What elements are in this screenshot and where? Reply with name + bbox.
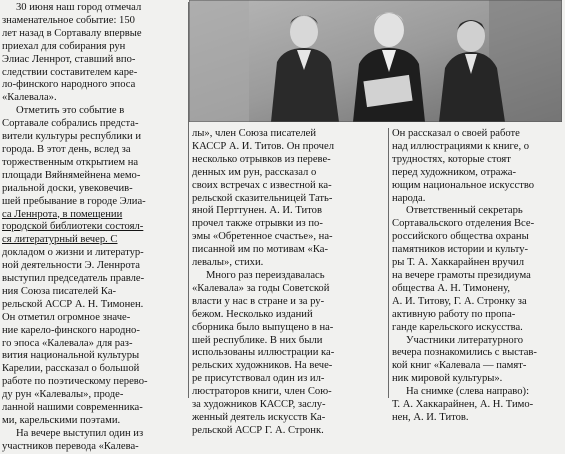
text-line-underlined: городской библиотеки состоял- bbox=[2, 221, 144, 233]
text-line: над иллюстрациями к книге, о bbox=[392, 140, 530, 152]
text-line: Сортавальского отделения Все- bbox=[392, 218, 535, 230]
text-line: На вечере выступил один из bbox=[16, 427, 144, 439]
text-line: докладом о жизни и литератур- bbox=[2, 247, 144, 259]
text-line: трудностях, которые стоят bbox=[392, 153, 511, 165]
text-line: активную работу по пропа- bbox=[392, 308, 516, 320]
article-column-1 bbox=[2, 2, 186, 454]
text-line: российского общества охраны bbox=[392, 231, 529, 243]
text-line: перед художником, отража- bbox=[392, 166, 517, 178]
text-line: Много раз переиздавалась bbox=[206, 269, 325, 281]
text-line: приехал для собирания рун bbox=[2, 40, 126, 52]
photo-caption: На снимке (слева направо): bbox=[406, 386, 530, 398]
text-line: города. В этот день, вслед за bbox=[2, 143, 131, 155]
text-line: Он рассказал о своей работе bbox=[392, 128, 520, 139]
text-line: люстраторов книги, член Сою- bbox=[192, 386, 332, 398]
text-line: памятников истории и культу- bbox=[392, 244, 529, 256]
text-line: использованы иллюстрации ка- bbox=[192, 347, 335, 359]
text-line: ло-финского народного эпоса bbox=[2, 79, 136, 91]
text-line: следствии составителем каре- bbox=[2, 66, 138, 78]
text-line: ния Союза писателей Ка- bbox=[2, 285, 117, 297]
column-divider bbox=[388, 128, 389, 398]
text-line: рельских художников. На вече- bbox=[192, 360, 333, 372]
text-line: шей республике. В них были bbox=[192, 334, 323, 346]
text-line-underlined: ся литературный вечер. С bbox=[2, 234, 118, 246]
text-line: женный деятель искусств Ка- bbox=[192, 411, 326, 423]
text-line: вители культуры республики и bbox=[2, 131, 142, 143]
text-line: рельской АССР Г. А. Стронк. bbox=[192, 424, 324, 436]
text-line: ник мировой культуры». bbox=[392, 373, 503, 385]
photo-caption: нен, А. И. Титов. bbox=[392, 411, 469, 423]
article-column-3 bbox=[392, 128, 563, 425]
article-column-2 bbox=[192, 128, 385, 438]
text-line: народа. bbox=[392, 192, 426, 204]
text-line: за художников КАССР, заслу- bbox=[192, 399, 326, 411]
text-line: на вечере грамоты президиума bbox=[392, 269, 531, 281]
text-line: лы», член Союза писателей bbox=[192, 128, 317, 139]
text-line: Карелии, рассказал о большой bbox=[2, 363, 140, 375]
text-line: ганде карельского искусства. bbox=[392, 321, 523, 333]
text-line: А. И. Титову, Г. А. Стронку за bbox=[392, 295, 527, 307]
text-line: левалы», стихи. bbox=[192, 257, 264, 269]
text-line: кой книг «Калевала — памят- bbox=[392, 360, 527, 372]
text-line: КАССР А. И. Титов. Он прочел bbox=[192, 140, 334, 152]
text-line: ющим национальное искусство bbox=[392, 179, 535, 191]
text-line: прочел также отрывки из по- bbox=[192, 218, 323, 230]
text-line: участников перевода «Калева- bbox=[2, 440, 139, 452]
text-line: ры Т. А. Хаккарайнен вручил bbox=[392, 257, 525, 269]
text-line: шей пребывание в городе Элиа- bbox=[2, 195, 146, 207]
text-line: ми, карельскими поэтами. bbox=[2, 415, 121, 426]
text-line: Отметить это событие в bbox=[16, 105, 125, 117]
text-line: яной Перттунен. А. И. Титов bbox=[192, 205, 322, 217]
text-line: ду рун «Калевалы», проде- bbox=[2, 389, 124, 401]
text-line: «Калевала». bbox=[2, 92, 57, 104]
text-line-underlined: са Леннрота, в помещении bbox=[2, 208, 123, 220]
text-line: Ответственный секретарь bbox=[406, 205, 523, 217]
text-line: своих встречах с известной ка- bbox=[192, 179, 332, 191]
text-line: ние карело-финского народно- bbox=[2, 324, 140, 336]
text-line: писанной им по мотивам «Ка- bbox=[192, 244, 328, 256]
text-line: знаменательное событие: 150 bbox=[2, 14, 135, 26]
text-line: риальной доски, увековечив- bbox=[2, 182, 133, 194]
text-line: рельской АССР А. Н. Тимонен. bbox=[2, 298, 144, 310]
text-line: Элиас Леннрот, ставший впо- bbox=[2, 53, 136, 65]
text-line: денных им рун, рассказал о bbox=[192, 166, 317, 178]
text-line: Он отметил огромное значе- bbox=[2, 311, 131, 323]
text-line: 30 июня наш город отмечал bbox=[16, 2, 142, 13]
text-line: торжественным открытием на bbox=[2, 156, 139, 168]
text-line: рельской сказительницей Тать- bbox=[192, 192, 333, 204]
text-line: работе по поэтическому перево- bbox=[2, 376, 148, 388]
text-line: власти у нас в стране и за ру- bbox=[192, 295, 325, 307]
text-line: вечера познакомились с выстав- bbox=[392, 347, 537, 359]
text-line: ре присутствовал один из ил- bbox=[192, 373, 325, 385]
text-line: общества А. Н. Тимонену, bbox=[392, 282, 511, 294]
article-photo bbox=[189, 0, 562, 122]
text-line: ланной нашими современника- bbox=[2, 402, 143, 414]
text-line: го эпоса «Калевала» для раз- bbox=[2, 337, 133, 349]
text-line: сборника было выпущено в на- bbox=[192, 321, 334, 333]
text-line: Участники литературного bbox=[406, 334, 524, 346]
text-line: Сортавале собрались предста- bbox=[2, 118, 139, 130]
photo-caption: Т. А. Хаккарайнен, А. Н. Тимо- bbox=[392, 399, 534, 411]
text-line: выступил председатель правле- bbox=[2, 273, 145, 285]
text-line: несколько отрывков из переве- bbox=[192, 153, 331, 165]
photo-three-people bbox=[189, 0, 562, 122]
text-line: «Калевала» за годы Советской bbox=[192, 282, 330, 294]
text-line: бежом. Несколько изданий bbox=[192, 308, 313, 320]
text-line: площади Вяйнямейнена мемо- bbox=[2, 169, 141, 181]
text-line: ной деятельности Э. Леннрота bbox=[2, 260, 140, 272]
text-line: эмы «Обретенное счастье», на- bbox=[192, 231, 333, 243]
text-line: лет назад в Сортавалу впервые bbox=[2, 27, 142, 39]
text-line: вития национальной культуры bbox=[2, 350, 140, 362]
